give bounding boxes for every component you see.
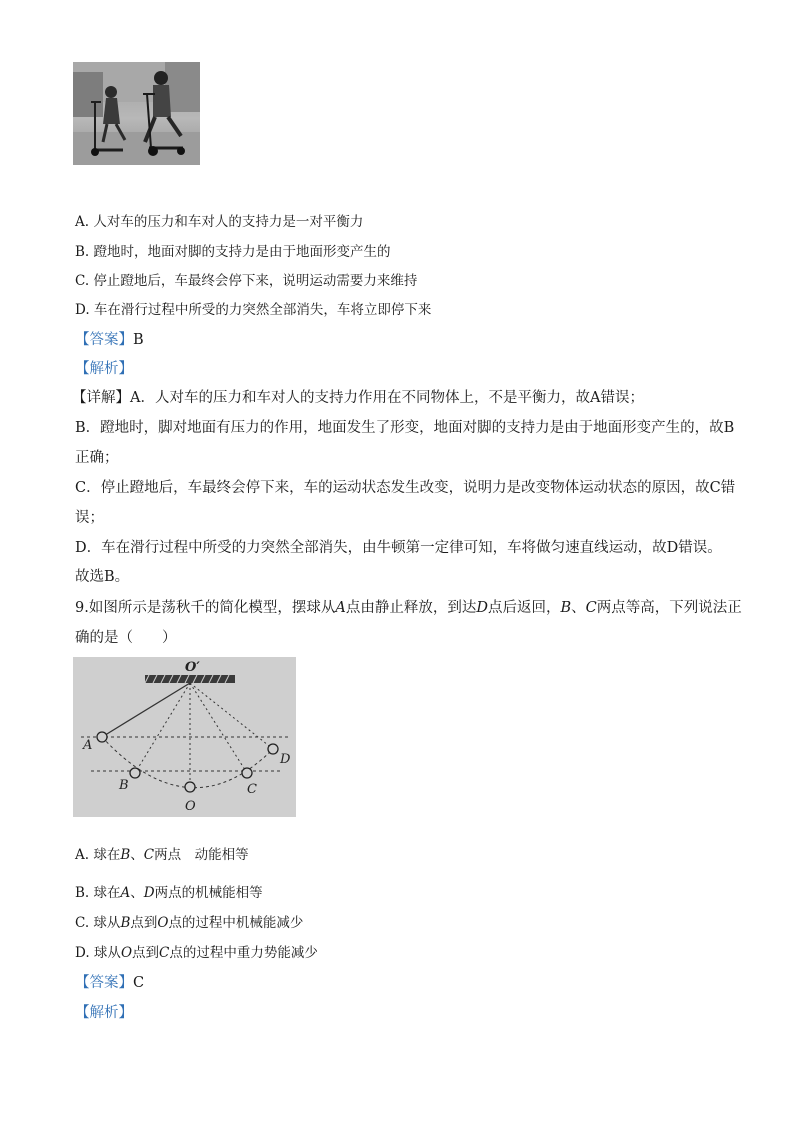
pendulum-diagram xyxy=(73,657,296,817)
q9-stem-line1 xyxy=(75,596,742,617)
opt-var: B xyxy=(120,847,131,863)
label-o: O xyxy=(185,799,196,814)
q8-option-c: C. 停止蹬地后，车最终会停下来，说明运动需要力来维持 xyxy=(75,273,418,289)
opt-var: C xyxy=(143,847,155,863)
ball-d xyxy=(268,744,278,754)
detail-tag: 【详解】 xyxy=(72,390,130,406)
opt-text: 、 xyxy=(130,885,144,901)
q9-analysis-tag: 【解析】 xyxy=(75,1005,133,1021)
label-b: B xyxy=(119,778,129,793)
q8-conclusion: 故选B。 xyxy=(75,569,130,585)
q8-option-d: D. 车在滑行过程中所受的力突然全部消失，车将立即停下来 xyxy=(75,302,432,318)
q8-detail-a xyxy=(72,386,644,407)
opt-text: 点到 xyxy=(130,915,158,931)
q9-option-c xyxy=(75,911,303,931)
ball-a xyxy=(97,732,107,742)
opt-text: B. 球在 xyxy=(75,885,121,901)
opt-text: 两点 动能相等 xyxy=(154,847,249,863)
q8-detail-b-line1: B．蹬地时，脚对地面有压力的作用，地面发生了形变，地面对脚的支持力是由于地面形变产生的，故B xyxy=(75,420,735,436)
label-o-prime: O′ xyxy=(185,660,200,675)
stem-var: C xyxy=(585,600,597,616)
opt-var: O xyxy=(157,915,169,931)
stem-var: A xyxy=(335,600,346,616)
answer-value: B xyxy=(133,332,144,348)
q8-detail-d: D．车在滑行过程中所受的力突然全部消失，由牛顿第一定律可知，车将做匀速直线运动，故D错误。 xyxy=(75,540,722,556)
opt-text: 点到 xyxy=(132,945,160,961)
stem-var: B xyxy=(560,600,572,616)
detail-a-text: A．人对车的压力和车对人的支持力作用在不同物体上，不是平衡力，故A错误； xyxy=(130,390,644,406)
stem-var: D xyxy=(476,600,488,616)
label-c: C xyxy=(247,782,257,797)
q8-option-a: A. 人对车的压力和车对人的支持力是一对平衡力 xyxy=(75,214,364,230)
q8-analysis-tag: 【解析】 xyxy=(75,361,133,377)
answer-tag: 【答案】 xyxy=(75,975,133,991)
answer-value: C xyxy=(133,975,145,991)
opt-text: 点的过程中机械能减少 xyxy=(168,915,304,931)
q9-option-b xyxy=(75,881,263,901)
label-a: A xyxy=(83,738,93,753)
opt-text: A. 球在 xyxy=(75,847,121,863)
opt-text: 两点的机械能相等 xyxy=(154,885,263,901)
stem-text: 、 xyxy=(571,600,586,616)
q9-answer xyxy=(75,971,144,992)
q9-option-a xyxy=(75,843,249,863)
stem-text: 点后返回， xyxy=(487,600,561,616)
q9-stem-line2: 确的是（ ） xyxy=(75,630,177,646)
label-d: D xyxy=(280,752,291,767)
stem-text: 9.如图所示是荡秋千的简化模型，摆球从 xyxy=(75,600,336,616)
scooter-photo xyxy=(73,62,200,165)
ball-c xyxy=(242,768,252,778)
ceiling-bar xyxy=(145,675,235,683)
ball-o xyxy=(185,782,195,792)
opt-var: O xyxy=(120,945,133,961)
q8-answer xyxy=(75,328,144,349)
opt-text: 点的过程中重力势能减少 xyxy=(169,945,318,961)
stem-text: 点由静止释放，到达 xyxy=(345,600,477,616)
opt-text: D. 球从 xyxy=(75,945,121,961)
q8-detail-c-line2: 误； xyxy=(75,510,104,526)
opt-var: C xyxy=(159,945,170,961)
opt-text: 、 xyxy=(130,847,144,863)
stem-text: 两点等高，下列说法正 xyxy=(596,600,742,616)
opt-var: D xyxy=(143,885,155,901)
q9-option-d xyxy=(75,941,318,961)
q8-option-b: B. 蹬地时，地面对脚的支持力是由于地面形变产生的 xyxy=(75,244,391,260)
q8-detail-b-line2: 正确； xyxy=(75,450,119,466)
ball-b xyxy=(130,768,140,778)
opt-var: B xyxy=(120,915,131,931)
opt-text: C. 球从 xyxy=(75,915,121,931)
opt-var: A xyxy=(120,885,131,901)
q8-detail-c-line1: C．停止蹬地后，车最终会停下来，车的运动状态发生改变，说明力是改变物体运动状态的原因，故C错 xyxy=(75,480,736,496)
answer-tag: 【答案】 xyxy=(75,332,133,348)
